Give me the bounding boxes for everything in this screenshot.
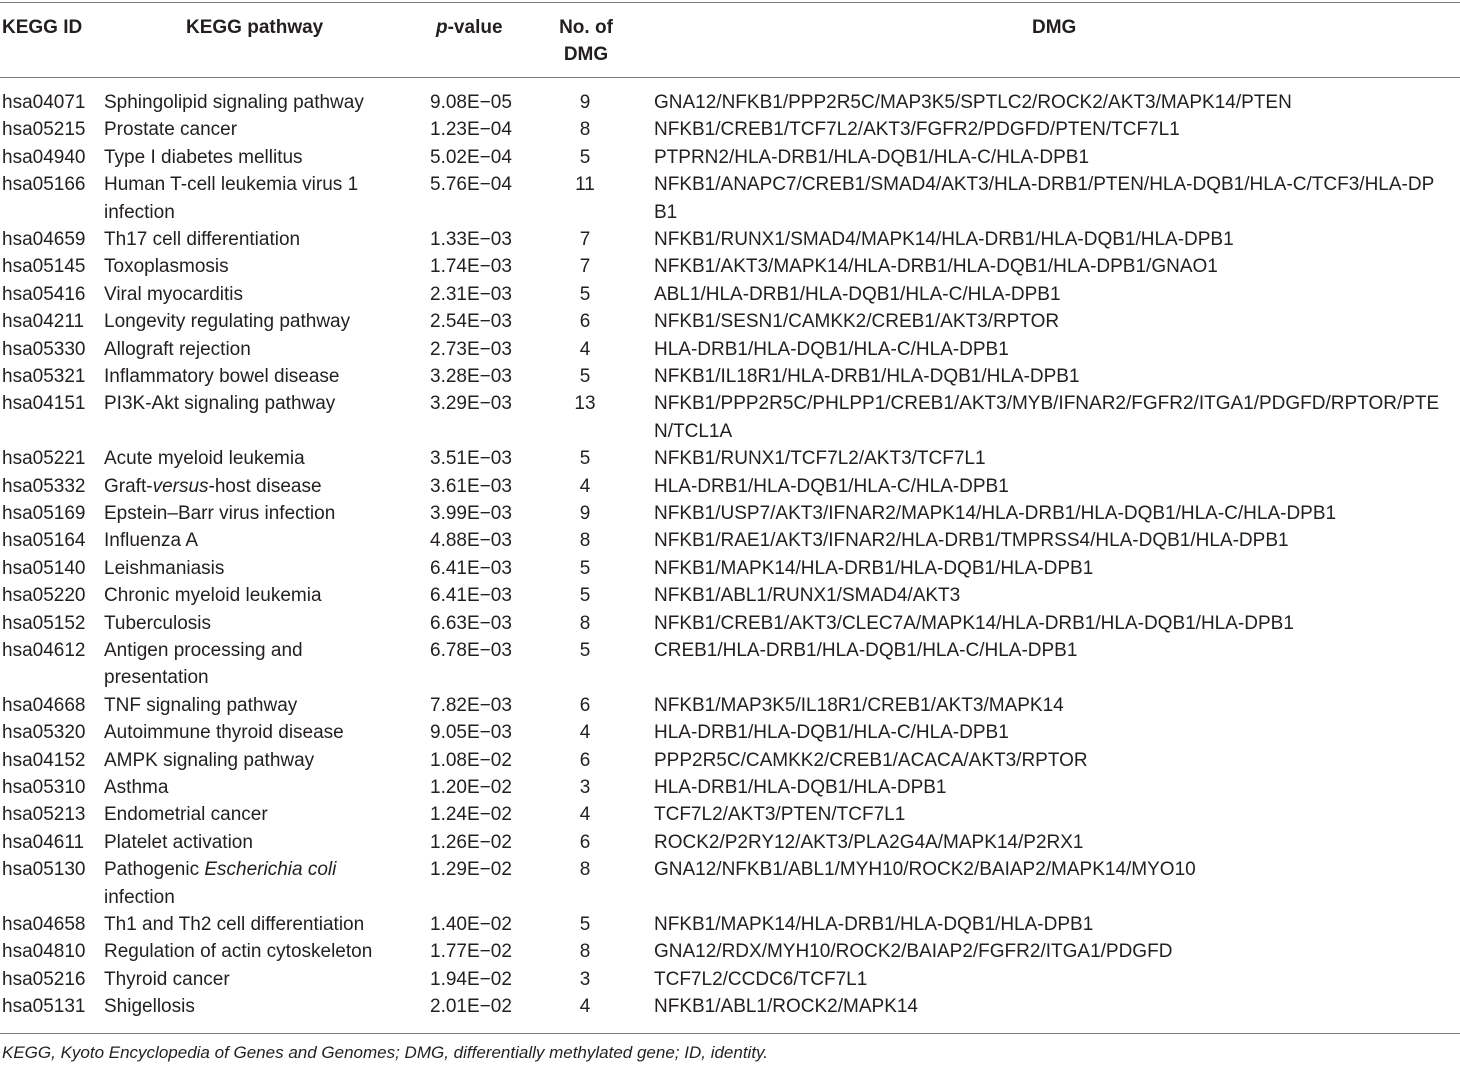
kegg-pathway-cell: Type I diabetes mellitus bbox=[104, 146, 303, 168]
p-value-cell: 6.41E−03 bbox=[430, 585, 512, 607]
kegg-id-cell: hsa04611 bbox=[2, 831, 85, 853]
num-dmg-cell: 9 bbox=[579, 92, 591, 113]
dmg-cell: NFKB1/AKT3/MAPK14/HLA-DRB1/HLA-DQB1/HLA-DPB1/GNAO1 bbox=[654, 256, 1218, 278]
num-dmg-cell: 4 bbox=[579, 338, 591, 360]
p-value-cell: 4.88E−03 bbox=[430, 530, 512, 552]
pathway-text-part: infection bbox=[104, 886, 175, 908]
p-value-cell: 3.61E−03 bbox=[430, 475, 512, 497]
num-dmg-cell: 7 bbox=[579, 256, 591, 278]
kegg-id-cell: hsa05215 bbox=[2, 119, 86, 141]
dmg-cell: NFKB1/SESN1/CAMKK2/CREB1/AKT3/RPTOR bbox=[654, 311, 1060, 333]
num-dmg-cell: 6 bbox=[579, 694, 591, 716]
p-value-cell: 6.41E−03 bbox=[430, 557, 512, 579]
dmg-cell: NFKB1/RAE1/AKT3/IFNAR2/HLA-DRB1/TMPRSS4/HLA-DQB1/HLA-DPB1 bbox=[654, 530, 1289, 552]
kegg-id-cell: hsa04659 bbox=[2, 229, 86, 250]
dmg-cell: NFKB1/MAPK14/HLA-DRB1/HLA-DQB1/HLA-DPB1 bbox=[654, 557, 1094, 579]
kegg-pathway-cell bbox=[104, 856, 404, 911]
num-dmg-cell: 5 bbox=[579, 914, 591, 935]
p-value-cell: 3.51E−03 bbox=[430, 448, 512, 470]
kegg-id-cell: hsa05131 bbox=[2, 996, 86, 1018]
dmg-cell: HLA-DRB1/HLA-DQB1/HLA-C/HLA-DPB1 bbox=[654, 475, 1009, 497]
p-value-cell: 5.02E−04 bbox=[430, 146, 512, 168]
kegg-id-cell: hsa05220 bbox=[2, 585, 86, 607]
kegg-pathway-cell: Acute myeloid leukemia bbox=[104, 448, 305, 470]
num-dmg-cell: 5 bbox=[579, 557, 591, 579]
num-dmg-cell: 8 bbox=[579, 941, 591, 963]
kegg-pathway-cell: Influenza A bbox=[104, 530, 199, 552]
kegg-id-cell: hsa04071 bbox=[2, 92, 86, 113]
header-kegg-id: KEGG ID bbox=[2, 17, 83, 38]
num-dmg-cell: 9 bbox=[579, 503, 591, 524]
dmg-cell: GNA12/NFKB1/PPP2R5C/MAP3K5/SPTLC2/ROCK2/AKT3/MAPK14/PTEN bbox=[654, 92, 1292, 113]
header-num-dmg bbox=[548, 14, 624, 68]
p-value-cell: 1.94E−02 bbox=[430, 968, 512, 990]
dmg-cell: NFKB1/PPP2R5C/PHLPP1/CREB1/AKT3/MYB/IFNAR2/FGFR2/ITGA1/PDGFD/RPTOR/PTEN/TCL1A bbox=[654, 393, 1440, 442]
dmg-cell: NFKB1/MAPK14/HLA-DRB1/HLA-DQB1/HLA-DPB1 bbox=[654, 914, 1094, 935]
kegg-id-cell: hsa05320 bbox=[2, 722, 86, 744]
header-p-value bbox=[436, 14, 503, 41]
kegg-pathway-cell: Epstein–Barr virus infection bbox=[104, 503, 336, 524]
dmg-cell: NFKB1/CREB1/TCF7L2/AKT3/FGFR2/PDGFD/PTEN/TCF7L1 bbox=[654, 119, 1180, 141]
num-dmg-cell: 3 bbox=[579, 777, 591, 798]
kegg-pathway-cell: Allograft rejection bbox=[104, 338, 251, 360]
dmg-cell: HLA-DRB1/HLA-DQB1/HLA-C/HLA-DPB1 bbox=[654, 338, 1009, 360]
kegg-pathway-cell: Sphingolipid signaling pathway bbox=[104, 92, 364, 113]
num-dmg-cell: 5 bbox=[579, 366, 591, 387]
p-value-cell: 1.40E−02 bbox=[430, 914, 512, 935]
num-dmg-cell: 4 bbox=[579, 475, 591, 497]
kegg-id-cell: hsa04612 bbox=[2, 640, 86, 661]
num-dmg-cell: 5 bbox=[579, 585, 591, 607]
dmg-cell: PPP2R5C/CAMKK2/CREB1/ACACA/AKT3/RPTOR bbox=[654, 749, 1088, 771]
pathway-italic-part: Escherichia coli bbox=[204, 859, 337, 881]
p-value-cell: 1.77E−02 bbox=[430, 941, 512, 963]
kegg-id-cell: hsa05216 bbox=[2, 968, 86, 990]
kegg-pathway-cell bbox=[104, 473, 404, 500]
p-value-cell: 5.76E−04 bbox=[430, 174, 512, 196]
kegg-id-cell: hsa04810 bbox=[2, 941, 86, 963]
kegg-id-cell: hsa04658 bbox=[2, 914, 86, 935]
num-dmg-cell: 5 bbox=[579, 146, 591, 168]
kegg-pathway-cell: Viral myocarditis bbox=[104, 283, 244, 305]
kegg-pathway-cell: Thyroid cancer bbox=[104, 968, 230, 990]
pathway-text-part: -host disease bbox=[208, 475, 322, 497]
dmg-cell: CREB1/HLA-DRB1/HLA-DQB1/HLA-C/HLA-DPB1 bbox=[654, 640, 1078, 661]
kegg-id-cell: hsa05416 bbox=[2, 283, 86, 305]
dmg-cell: NFKB1/ABL1/ROCK2/MAPK14 bbox=[654, 996, 918, 1018]
dmg-cell: NFKB1/IL18R1/HLA-DRB1/HLA-DQB1/HLA-DPB1 bbox=[654, 366, 1080, 387]
p-value-cell: 9.08E−05 bbox=[430, 92, 512, 113]
kegg-pathway-cell: Th1 and Th2 cell differentiation bbox=[104, 914, 365, 935]
num-dmg-cell: 11 bbox=[575, 174, 595, 196]
dmg-cell: GNA12/RDX/MYH10/ROCK2/BAIAP2/FGFR2/ITGA1/PDGFD bbox=[654, 941, 1173, 963]
header-dmg: DMG bbox=[1032, 17, 1077, 38]
p-value-cell: 1.74E−03 bbox=[430, 256, 512, 278]
dmg-cell: NFKB1/USP7/AKT3/IFNAR2/MAPK14/HLA-DRB1/HLA-DQB1/HLA-C/HLA-DPB1 bbox=[654, 503, 1337, 524]
num-dmg-cell: 13 bbox=[574, 393, 596, 415]
dmg-cell: TCF7L2/AKT3/PTEN/TCF7L1 bbox=[654, 804, 906, 826]
p-value-cell: 6.63E−03 bbox=[430, 612, 512, 634]
kegg-pathway-cell: Tuberculosis bbox=[104, 612, 212, 634]
kegg-pathway-cell: Regulation of actin cytoskeleton bbox=[104, 941, 373, 963]
header-p-rest: -value bbox=[447, 17, 503, 38]
p-value-cell: 1.26E−02 bbox=[430, 831, 512, 853]
dmg-cell: HLA-DRB1/HLA-DQB1/HLA-C/HLA-DPB1 bbox=[654, 722, 1009, 744]
num-dmg-cell: 7 bbox=[579, 229, 591, 250]
kegg-id-cell: hsa05310 bbox=[2, 777, 86, 798]
num-dmg-cell: 5 bbox=[579, 640, 591, 661]
dmg-cell: NFKB1/CREB1/AKT3/CLEC7A/MAPK14/HLA-DRB1/HLA-DQB1/HLA-DPB1 bbox=[654, 612, 1294, 634]
kegg-pathway-cell: Prostate cancer bbox=[104, 119, 238, 141]
num-dmg-cell: 6 bbox=[579, 831, 591, 853]
p-value-cell: 2.73E−03 bbox=[430, 338, 512, 360]
kegg-pathway-cell: Shigellosis bbox=[104, 996, 195, 1018]
kegg-pathway-cell: Toxoplasmosis bbox=[104, 256, 229, 278]
num-dmg-cell: 4 bbox=[579, 996, 591, 1018]
header-num-dmg-line2: DMG bbox=[563, 44, 609, 65]
num-dmg-cell: 6 bbox=[579, 749, 591, 771]
kegg-pathway-cell: Chronic myeloid leukemia bbox=[104, 585, 322, 607]
dmg-cell: ROCK2/P2RY12/AKT3/PLA2G4A/MAPK14/P2RX1 bbox=[654, 831, 1084, 853]
kegg-pathway-cell: Human T-cell leukemia virus 1 infection bbox=[104, 174, 359, 223]
header-bottom-rule bbox=[0, 77, 1460, 78]
num-dmg-cell: 5 bbox=[579, 283, 591, 305]
p-value-cell: 2.54E−03 bbox=[430, 311, 512, 333]
p-value-cell: 1.23E−04 bbox=[430, 119, 512, 141]
kegg-pathway-cell: AMPK signaling pathway bbox=[104, 749, 315, 771]
p-value-cell: 1.08E−02 bbox=[430, 749, 512, 771]
kegg-pathway-cell: PI3K-Akt signaling pathway bbox=[104, 393, 336, 415]
num-dmg-cell: 4 bbox=[579, 804, 591, 826]
header-num-dmg-line1: No. of bbox=[559, 17, 613, 38]
p-value-cell: 1.33E−03 bbox=[430, 229, 512, 250]
kegg-pathway-cell: Leishmaniasis bbox=[104, 557, 225, 579]
p-value-cell: 9.05E−03 bbox=[430, 722, 512, 744]
p-value-cell: 7.82E−03 bbox=[430, 694, 512, 716]
p-value-cell: 1.24E−02 bbox=[430, 804, 512, 826]
kegg-pathway-cell: Inflammatory bowel disease bbox=[104, 366, 340, 387]
kegg-id-cell: hsa05164 bbox=[2, 530, 86, 552]
dmg-cell: PTPRN2/HLA-DRB1/HLA-DQB1/HLA-C/HLA-DPB1 bbox=[654, 146, 1090, 168]
num-dmg-cell: 8 bbox=[579, 119, 591, 141]
kegg-id-cell: hsa05332 bbox=[2, 475, 86, 497]
num-dmg-cell: 6 bbox=[579, 311, 591, 333]
kegg-id-cell: hsa04940 bbox=[2, 146, 86, 168]
num-dmg-cell: 8 bbox=[579, 612, 591, 634]
dmg-cell: ABL1/HLA-DRB1/HLA-DQB1/HLA-C/HLA-DPB1 bbox=[654, 283, 1061, 305]
num-dmg-cell: 3 bbox=[579, 968, 591, 990]
kegg-id-cell: hsa05321 bbox=[2, 366, 86, 387]
kegg-id-cell: hsa05140 bbox=[2, 557, 86, 579]
header-kegg-pathway: KEGG pathway bbox=[186, 17, 324, 38]
kegg-id-cell: hsa05152 bbox=[2, 612, 86, 634]
kegg-id-cell: hsa05166 bbox=[2, 174, 86, 196]
p-value-cell: 1.20E−02 bbox=[430, 777, 512, 798]
num-dmg-cell: 5 bbox=[579, 448, 591, 470]
p-value-cell: 2.31E−03 bbox=[430, 283, 512, 305]
dmg-cell: TCF7L2/CCDC6/TCF7L1 bbox=[654, 968, 868, 990]
header-p-italic: p bbox=[436, 17, 448, 38]
kegg-id-cell: hsa04668 bbox=[2, 694, 86, 716]
num-dmg-cell: 4 bbox=[579, 722, 591, 744]
pathway-italic-part: versus bbox=[152, 475, 209, 497]
dmg-cell: NFKB1/MAP3K5/IL18R1/CREB1/AKT3/MAPK14 bbox=[654, 694, 1064, 716]
kegg-id-cell: hsa05169 bbox=[2, 503, 86, 524]
dmg-cell: NFKB1/RUNX1/SMAD4/MAPK14/HLA-DRB1/HLA-DQB1/HLA-DPB1 bbox=[654, 229, 1234, 250]
kegg-pathway-cell: Longevity regulating pathway bbox=[104, 311, 351, 333]
table-bottom-rule bbox=[0, 1033, 1460, 1034]
dmg-cell: GNA12/NFKB1/ABL1/MYH10/ROCK2/BAIAP2/MAPK14/MYO10 bbox=[654, 859, 1196, 881]
kegg-id-cell: hsa05221 bbox=[2, 448, 86, 470]
kegg-pathway-cell: Th17 cell differentiation bbox=[104, 229, 301, 250]
kegg-id-cell: hsa04151 bbox=[2, 393, 86, 415]
num-dmg-cell: 8 bbox=[579, 530, 591, 552]
kegg-id-cell: hsa05145 bbox=[2, 256, 86, 278]
kegg-id-cell: hsa05330 bbox=[2, 338, 86, 360]
kegg-pathway-cell: Autoimmune thyroid disease bbox=[104, 722, 344, 744]
pathway-text-part: Pathogenic bbox=[104, 859, 205, 881]
kegg-id-cell: hsa04152 bbox=[2, 749, 86, 771]
p-value-cell: 3.29E−03 bbox=[430, 393, 512, 415]
kegg-id-cell: hsa05130 bbox=[2, 859, 86, 881]
dmg-cell: HLA-DRB1/HLA-DQB1/HLA-DPB1 bbox=[654, 777, 947, 798]
pathway-text-part: Graft- bbox=[104, 475, 153, 497]
kegg-pathway-cell: TNF signaling pathway bbox=[104, 694, 298, 716]
p-value-cell: 3.28E−03 bbox=[430, 366, 512, 387]
kegg-pathway-cell: Platelet activation bbox=[104, 831, 253, 853]
p-value-cell: 6.78E−03 bbox=[430, 640, 512, 661]
dmg-cell: NFKB1/ABL1/RUNX1/SMAD4/AKT3 bbox=[654, 585, 961, 607]
dmg-cell: NFKB1/ANAPC7/CREB1/SMAD4/AKT3/HLA-DRB1/PTEN/HLA-DQB1/HLA-C/TCF3/HLA-DPB1 bbox=[654, 174, 1435, 223]
kegg-pathway-cell: Endometrial cancer bbox=[104, 804, 268, 826]
p-value-cell: 1.29E−02 bbox=[430, 859, 512, 881]
kegg-id-cell: hsa04211 bbox=[2, 311, 85, 333]
kegg-pathway-cell: Asthma bbox=[104, 777, 169, 798]
table-top-rule bbox=[0, 2, 1460, 3]
kegg-pathway-cell: Antigen processing and presentation bbox=[104, 640, 303, 689]
dmg-cell: NFKB1/RUNX1/TCF7L2/AKT3/TCF7L1 bbox=[654, 448, 986, 470]
p-value-cell: 3.99E−03 bbox=[430, 503, 512, 524]
table-footnote: KEGG, Kyoto Encyclopedia of Genes and Genomes; DMG, differentially methylated gene; ID, identity. bbox=[2, 1043, 769, 1062]
num-dmg-cell: 8 bbox=[579, 859, 591, 881]
kegg-id-cell: hsa05213 bbox=[2, 804, 86, 826]
p-value-cell: 2.01E−02 bbox=[430, 996, 512, 1018]
